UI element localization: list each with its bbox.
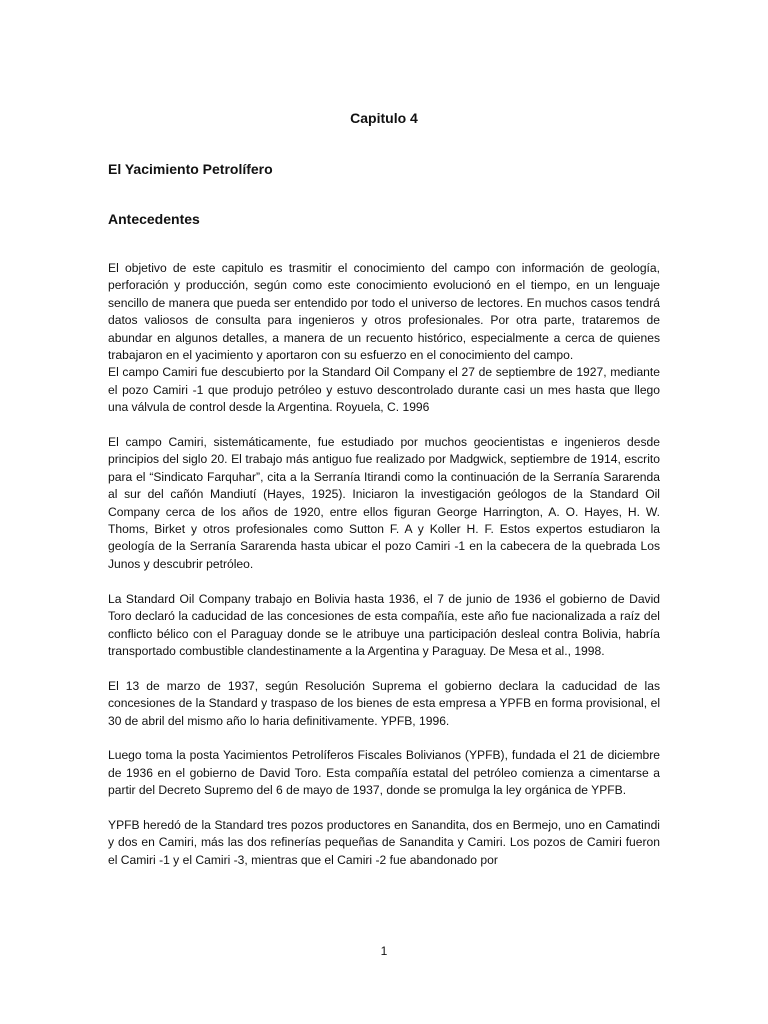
page-number: 1 [380,944,388,958]
paragraph: Luego toma la posta Yacimientos Petrolíferos Fiscales Bolivianos (YPFB), fundada el 21 de diciembre de 1936 en el gobierno de David Toro. Esta compañía estatal del petróleo comienza a cimentarse a partir del Decreto Supremo del 6 de mayo de 1937, donde se promulga la ley orgánica de YPFB. [108,748,660,798]
paragraph: La Standard Oil Company trabajo en Bolivia hasta 1936, el 7 de junio de 1936 el gobierno de David Toro declaró la caducidad de las concesiones de esta compañía, este año fue nacionalizada a raíz del conflicto bélico con el Paraguay donde se le atribuye una participación desleal contra Bolivia, habría transportado combustible clandestinamente a la Argentina y Paraguay. De Mesa et al., 1998. [108,591,660,658]
paragraph: El objetivo de este capitulo es trasmitir el conocimiento del campo con información de geología, perforación y producción, según como este conocimiento evolucionó en el tiempo, en un lenguaje sencillo de manera que pueda ser entendido por todo el universo de lectores. En muchos casos tendrá datos valiosos de consulta para ingenieros y otros profesionales. Por otra parte, trataremos de abundar en algunos detalles, a manera de un recuento histórico, especialmente a cerca de quienes trabajaron en el yacimiento y aportaron con su esfuerzo en el conocimiento del campo. [108,261,660,363]
paragraph: YPFB heredó de la Standard tres pozos productores en Sanandita, dos en Bermejo, uno en Camatindi y dos en Camiri, más las dos refinerías pequeñas de Sanandita y Camiri. Los pozos de Camiri fueron el Camiri -1 y el Camiri -3, mientras que el Camiri -2 fue abandonado por [108,817,660,867]
chapter-title: El Yacimiento Petrolífero [108,161,273,177]
body-text [108,260,660,869]
chapter-heading: Capitulo 4 [350,110,418,126]
paragraph: El campo Camiri fue descubierto por la Standard Oil Company el 27 de septiembre de 1927, mediante el pozo Camiri -1 que produjo petróleo y estuvo descontrolado durante casi un mes hasta que llego una válvula de control desde la Argentina. Royuela, C. 1996 [108,365,660,415]
paragraph: El 13 de marzo de 1937, según Resolución Suprema el gobierno declara la caducidad de las concesiones de la Standard y traspaso de los bienes de esta empresa a YPFB en forma provisional, el 30 de abril del mismo año lo haria definitivamente. YPFB, 1996. [108,678,660,728]
section-heading: Antecedentes [108,211,200,227]
paragraph: El campo Camiri, sistemáticamente, fue estudiado por muchos geocientistas e ingenieros desde principios del siglo 20. El trabajo más antiguo fue realizado por Madgwick, septiembre de 1914, escrito para el “Sindicato Farquhar”, cita a la Serranía Itirandi como la continuación de la Serranía Sararenda al sur del cañón Mandiutí (Hayes, 1925). Iniciaron la investigación geólogos de la Standard Oil Company cerca de los años de 1920, entre ellos figuran George Harrington, A. O. Hayes, H. W. Thoms, Birket y otros profesionales como Sutton F. A y Koller H. F. Estos expertos estudiaron la geología de la Serranía Sararenda hasta ubicar el pozo Camiri -1 en la cabecera de la quebrada Los Junos y descubrir petróleo. [108,435,660,571]
